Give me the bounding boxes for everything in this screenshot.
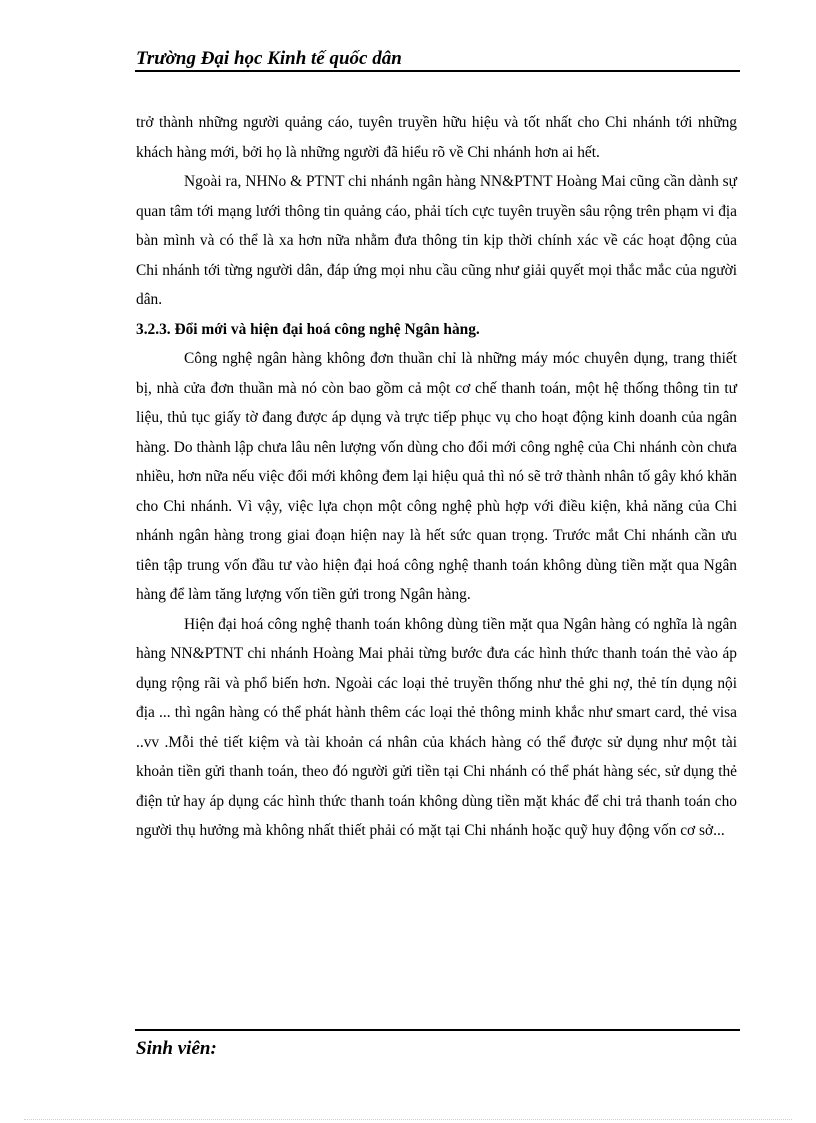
header-divider <box>135 70 740 72</box>
section-heading: 3.2.3. Đổi mới và hiện đại hoá công nghệ Ngân hàng. <box>136 320 480 338</box>
paragraph-continuation: trở thành những người quảng cáo, tuyên truyền hữu hiệu và tốt nhất cho Chi nhánh tới những khách hàng mới, bởi họ là những người đã hiểu rõ về Chi nhánh hơn ai hết. <box>136 114 737 161</box>
footer-student-label: Sinh viên: <box>136 1038 217 1059</box>
paragraph-payment-modernization: Hiện đại hoá công nghệ thanh toán không dùng tiền mặt qua Ngân hàng có nghĩa là ngân hàng NN&PTNT chi nhánh Hoàng Mai phải từng bước đưa các hình thức thanh toán thẻ vào áp dụng rộng rãi và phổ biến hơn. Ngoài các loại thẻ truyền thống như thẻ ghi nợ, thẻ tín dụng nội địa ... thì ngân hàng có thể phát hành thêm các loại thẻ thông minh khắc như smart card, thẻ visa ..vv .Mỗi thẻ tiết kiệm và tài khoản cá nhân của khách hàng có thể được sử dụng như một tài khoản tiền gửi thanh toán, theo đó người gửi tiền tại Chi nhánh có thể phát hàng séc, sử dụng thẻ điện tử hay áp dụng các hình thức thanh toán không dùng tiền mặt khác để chi trả thanh toán cho người thụ hưởng mà không nhất thiết phải có mặt tại Chi nhánh hoặc quỹ huy động vốn cơ sở... <box>136 615 737 839</box>
footer-divider <box>135 1029 740 1031</box>
paragraph-banking-technology: Công nghệ ngân hàng không đơn thuần chỉ là những máy móc chuyên dụng, trang thiết bị, nhà cửa đơn thuần mà nó còn bao gồm cả một cơ chế thanh toán, một hệ thống thông tin tư liệu, thủ tục giấy tờ đang được áp dụng và trực tiếp phục vụ cho hoạt động kinh doanh của ngân hàng. Do thành lập chưa lâu nên lượng vốn dùng cho đổi mới công nghệ của Chi nhánh còn chưa nhiều, hơn nữa nếu việc đổi mới không đem lại hiệu quả thì nó sẽ trở thành nhân tố gây khó khăn cho Chi nhánh. Vì vậy, việc lựa chọn một công nghệ phù hợp với điều kiện, khả năng của Chi nhánh ngân hàng trong giai đoạn hiện nay là hết sức quan trọng. Trước mắt Chi nhánh cần ưu tiên tập trung vốn đầu tư vào hiện đại hoá công nghệ thanh toán không dùng tiền mặt qua Ngân hàng để làm tăng lượng vốn tiền gửi trong Ngân hàng. <box>136 350 737 603</box>
document-body <box>136 108 737 846</box>
paragraph-advertising: Ngoài ra, NHNo & PTNT chi nhánh ngân hàng NN&PTNT Hoàng Mai cũng cần dành sự quan tâm tới mạng lưới thông tin quảng cáo, phải tích cực tuyên truyền sâu rộng trên phạm vi địa bàn mình và có thể là xa hơn nữa nhằm đưa thông tin kịp thời chính xác về các hoạt động của Chi nhánh tới từng người dân, đáp ứng mọi nhu cầu cũng như giải quyết mọi thắc mắc của người dân. <box>136 173 737 308</box>
page-header-title: Trường Đại học Kinh tế quốc dân <box>136 48 402 69</box>
page-edge-line <box>24 1119 792 1120</box>
